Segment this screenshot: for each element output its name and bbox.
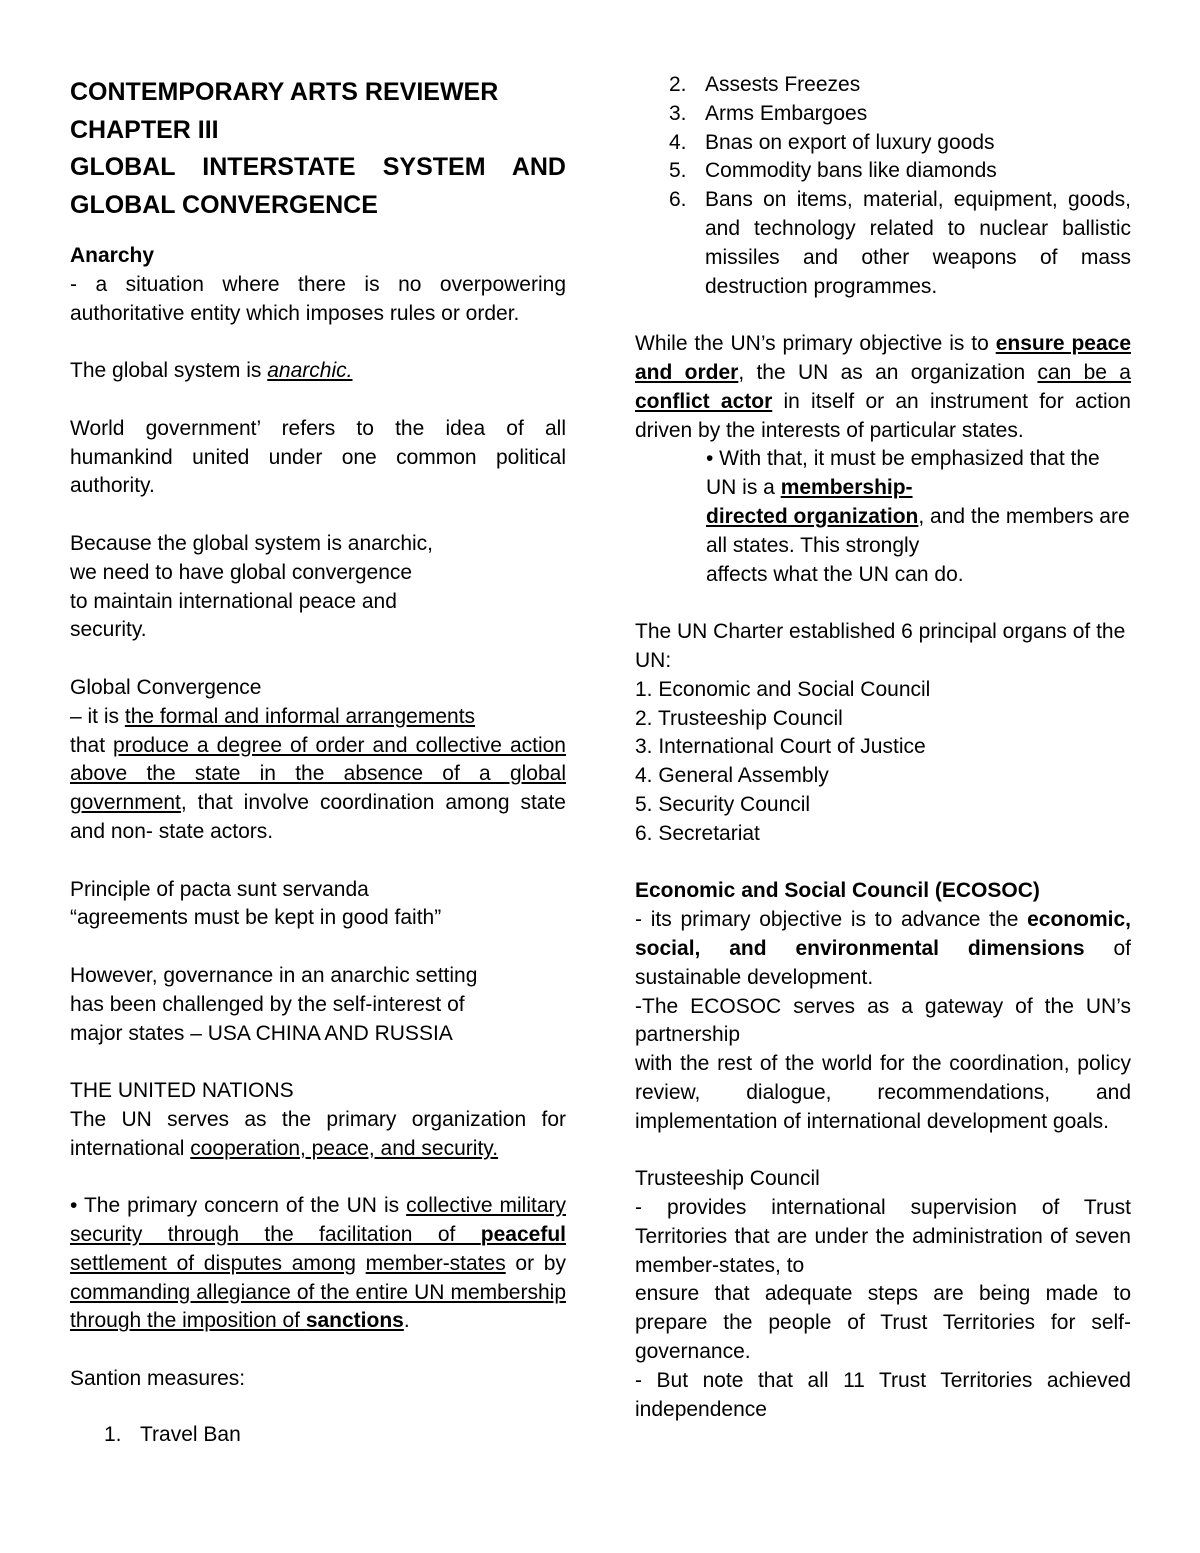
list-item: 1. Travel Ban [104,1422,241,1446]
membership-note: • With that, it must be emphasized that the UN is a membership- directed organization, and the members are all states. This strongly affects what the UN can do. [706,447,1130,586]
ecosoc-gateway: -The ECOSOC serves as a gateway of the UN’s partnership [635,994,1131,1047]
anarchic-word: anarchic. [267,359,353,383]
list-item: 4. General Assembly [635,764,829,788]
un-concern-text: • The primary concern of the UN is collective military security through the facilitation of peaceful settlement of disputes among member-states or by commanding allegiance of the entire UN membership through the imposition of sanctions. [70,1194,566,1333]
un-primary-org: The UN serves as the primary organization for international cooperation, peace, and security. [70,1107,566,1160]
chapter-title-line2: GLOBAL CONVERGENCE [70,190,378,219]
ecosoc-coordination: with the rest of the world for the coordination, policy review, dialogue, recommendations, and implementation of international development goals. [635,1052,1131,1133]
ecosoc-objective: - its primary objective is to advance the economic, social, and environmental dimensions of sustainable development. [635,908,1131,989]
anarchy-heading: Anarchy [70,244,155,267]
list-item: 1. Economic and Social Council [635,677,931,701]
left-column [70,74,566,1450]
un-objective-text: While the UN’s primary objective is to ensure peace and order, the UN as an organization can be a conflict actor in itself or an instrument for action driven by the interests of particular states. [635,332,1131,442]
trusteeship-independence: - But note that all 11 Trust Territories achieved independence [635,1368,1131,1421]
right-column [635,71,1131,1424]
because-line1: Because the global system is anarchic, [70,531,434,555]
list-item: 6. Secretariat [635,821,760,845]
however-line2: has been challenged by the self-interest of [70,992,465,1016]
list-item: 4. Bnas on export of luxury goods [669,130,995,154]
chapter-label: CHAPTER III [70,115,219,144]
list-item: 3. International Court of Justice [635,735,926,759]
trusteeship-heading: Trusteeship Council [635,1167,820,1191]
un-heading: THE UNITED NATIONS [70,1079,294,1103]
because-line3: to maintain international peace and [70,589,397,613]
global-convergence-body: that produce a degree of order and collective action above the state in the absence of a global government, that involve coordination among state and non- state actors. [70,733,566,843]
however-line3: major states – USA CHINA AND RUSSIA [70,1021,453,1045]
because-line2: we need to have global convergence [70,560,413,584]
because-line4: security. [70,618,147,642]
sanction-list-continued [635,71,1131,301]
world-government-text: World government’ refers to the idea of all humankind united under one common political authority. [70,416,566,498]
list-item: 5. Security Council [635,792,811,816]
anarchy-definition: - a situation where there is no overpowering authoritative entity which imposes rules or order. [70,272,566,325]
list-item: 6. Bans on items, material, equipment, goods, and technology related to nuclear ballistic missiles and other weapons of mass destruction programmes. [669,188,1131,298]
trusteeship-supervision: - provides international supervision of Trust Territories that are under the administration of seven member-states, to [635,1196,1131,1277]
anarchic-statement: The global system is anarchic. [70,359,353,383]
global-convergence-line1: – it is the formal and informal arrangements [70,704,476,728]
sanction-list [70,1421,566,1450]
organs-list [635,676,1131,849]
pacta-quote: “agreements must be kept in good faith” [70,906,442,930]
list-item: 2. Trusteeship Council [635,706,843,730]
chapter-title-line1: GLOBAL INTERSTATE SYSTEM AND [70,153,566,181]
doc-title: CONTEMPORARY ARTS REVIEWER [70,78,499,106]
however-line1: However, governance in an anarchic setting [70,963,478,987]
global-convergence-heading: Global Convergence [70,675,262,699]
trusteeship-steps: ensure that adequate steps are being made to prepare the people of Trust Territories for self-governance. [635,1282,1131,1364]
pacta-heading: Principle of pacta sunt servanda [70,877,369,901]
list-item: 3. Arms Embargoes [669,101,868,125]
sanction-heading: Santion measures: [70,1367,246,1391]
ecosoc-heading: Economic and Social Council (ECOSOC) [635,879,1040,903]
charter-text: The UN Charter established 6 principal organs of the UN: [635,620,1126,672]
list-item: 5. Commodity bans like diamonds [669,159,997,183]
list-item: 2. Assests Freezes [669,73,861,96]
